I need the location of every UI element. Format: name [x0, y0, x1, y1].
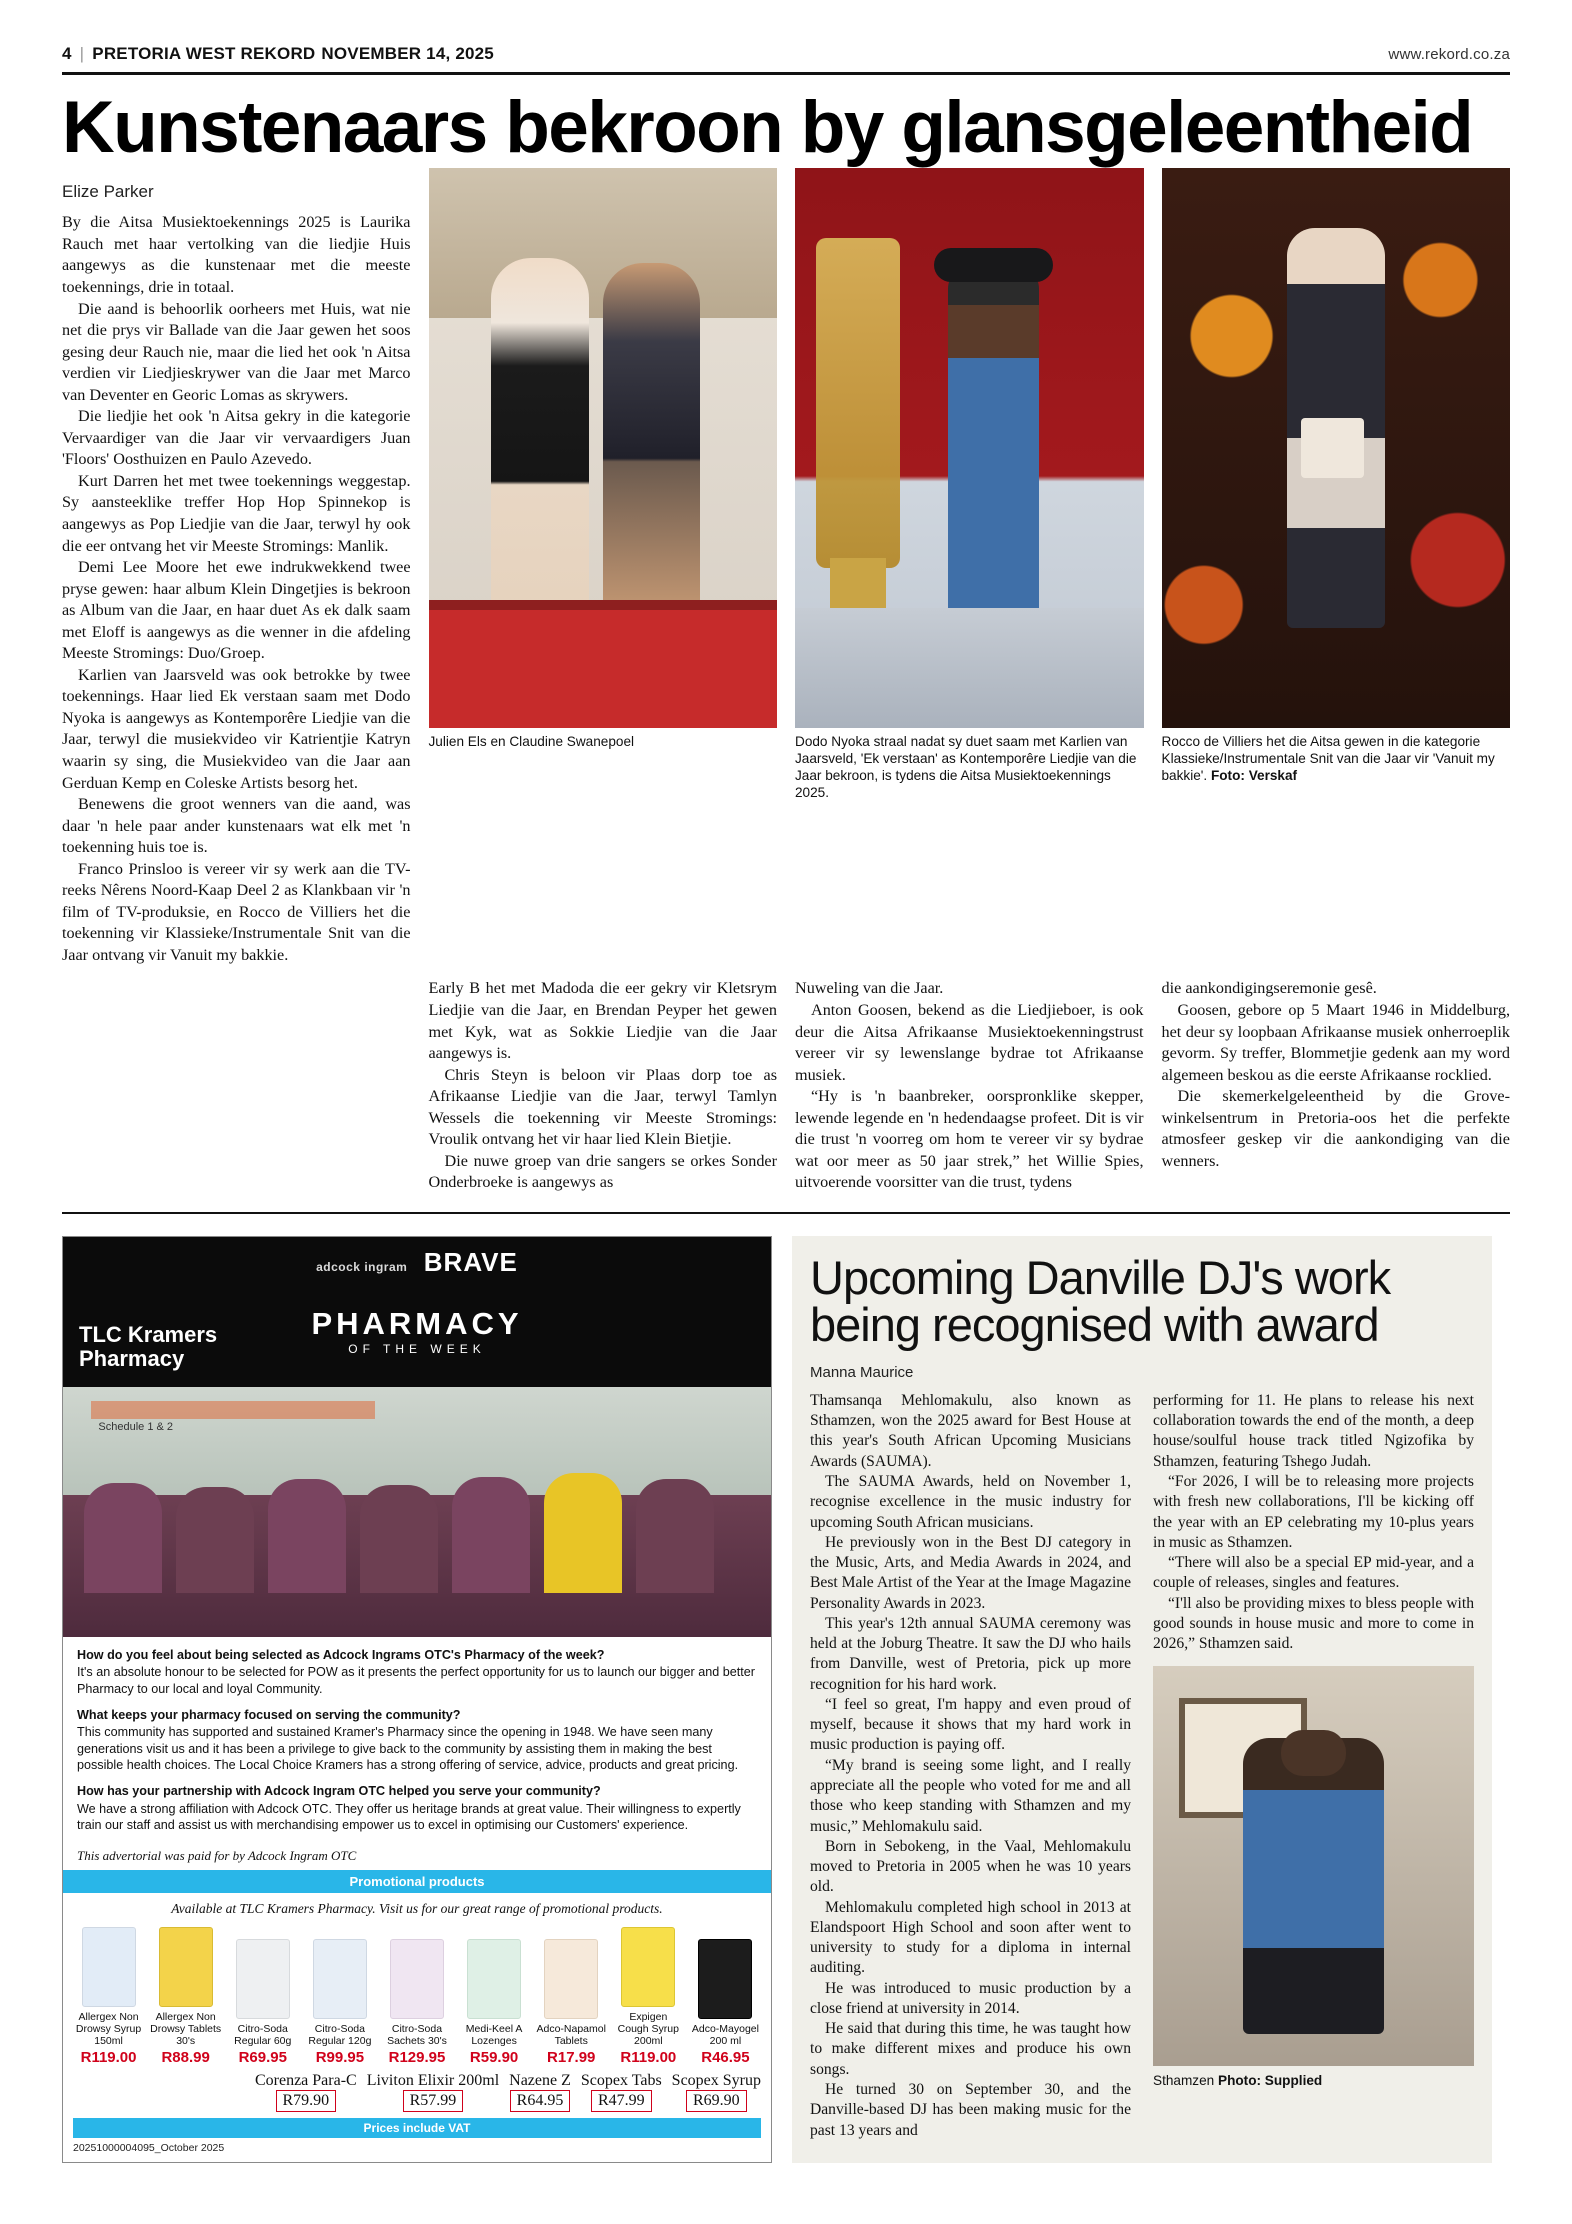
secondary-column-2	[1153, 1391, 1474, 2141]
paragraph: “There will also be a special EP mid-year, and a couple of releases, singles and features.	[1153, 1554, 1474, 1592]
product-name: Expigen Cough Syrup 200ml	[617, 2010, 679, 2047]
product-name: Allergex Non Drowsy Tablets 30's	[150, 2010, 222, 2047]
featured-product	[255, 2072, 357, 2112]
featured-product	[581, 2072, 662, 2112]
advert-answer: It's an absolute honour to be selected for POW as it presents the perfect opportunity for us to launch our bigger and better Pharmacy to our local and loyal Community.	[77, 1665, 755, 1696]
paragraph: Chris Steyn is beloon vir Plaas dorp toe as Afrikaanse Liedjie van die Jaar, terwyl Tamlyn Wessels die toekenning vir Meeste Stromings: Vroulik ontvang het vir haar lied Klein Bietjie.	[428, 1065, 777, 1149]
page-title: Kunstenaars bekroon by glansgeleentheid	[62, 87, 1473, 168]
product-price	[581, 2090, 662, 2112]
product-item	[536, 1939, 607, 2066]
paragraph: “I'll also be providing mixes to bless people with good sounds in house music and more to come in 2026,” Sthamzen said.	[1153, 1594, 1474, 1653]
product-price: R119.00	[620, 2048, 677, 2066]
paragraph: By die Aitsa Musiektoekennings 2025 is Laurika Rauch met haar vertolking van die liedjie Huis aangewys as die kunstenaar met die meeste toekennings, drie in totaal.	[62, 213, 411, 296]
photo-dodo-nyoka	[795, 168, 1144, 728]
product-price: R59.90	[469, 2048, 519, 2066]
secondary-story	[792, 1236, 1492, 2163]
paragraph: He was introduced to music production by a close friend at university in 2014.	[810, 1979, 1131, 2017]
product-name: Scopex Syrup	[671, 2071, 761, 2089]
product-grid	[63, 1923, 771, 2138]
product-name: Adco-Napamol Tablets	[536, 2022, 606, 2047]
secondary-byline: Manna Maurice	[810, 1363, 914, 1381]
product-name: Scopex Tabs	[580, 2071, 662, 2089]
masthead-rule	[62, 72, 1510, 75]
lead-story-column-1	[62, 168, 411, 966]
pharmacy-of-week-title: PHARMACY	[311, 1305, 523, 1341]
paragraph: performing for 11. He plans to release his next collaboration towards the end of the month, a deep house/soulful house track titled Ngizofika by Sthamzen, featuring Tshego Judah.	[1153, 1391, 1474, 1470]
photo-caption-sthamzen	[1153, 2072, 1474, 2090]
product-name: Adco-Mayogel 200 ml	[691, 2022, 759, 2047]
paragraph: “I feel so great, I'm happy and even proud of myself, because it shows that my hard work in music production is paying off.	[810, 1695, 1131, 1754]
product-price: R129.95	[388, 2048, 446, 2066]
photo-credit-3: Foto: Verskaf	[1210, 768, 1298, 784]
product-name: Nazene Z	[509, 2071, 571, 2089]
product-price	[255, 2090, 357, 2112]
product-name: Allergex Non Drowsy Syrup 150ml	[75, 2010, 142, 2047]
paragraph: Kurt Darren het met twee toekennings weggestap. Sy aansteeklike treffer Hop Hop Spinnekop is aangewys as Pop Liedjie van die Jaar, terwyl hy ook die eer ontvang het vir Meeste Stromings: Manlik.	[62, 471, 411, 555]
paragraph: Born in Sebokeng, in the Vaal, Mehlomakulu moved to Pretoria in 2005 when he was 10 years old.	[810, 1837, 1131, 1896]
photo-caption-2: Dodo Nyoka straal nadat sy duet saam met Karlien van Jaarsveld, 'Ek verstaan' as Kontemporêre Liedjie van die Jaar bekroon, is tydens die Aitsa Musiektoekennings 2025.	[795, 734, 1137, 801]
photo-rocco-de-villiers	[1162, 168, 1511, 728]
product-item	[150, 1927, 221, 2066]
paragraph: This year's 12th annual SAUMA ceremony was held at the Joburg Theatre. It saw the DJ who hails from Danville, west of Pretoria, pick up more recognition for his hard work.	[810, 1614, 1131, 1693]
paragraph: Die aand is behoorlik oorheers met Huis, wat nie net die prys vir Ballade van die Jaar gewen het soos gesing deur Rauch nie, maar die lied het ook 'n Aitsa verdien vir Liedjieskrywer van die Jaar met Marco van Deventer en Georic Lomas as skrywers.	[62, 299, 411, 404]
advert-availability-note: Available at TLC Kramers Pharmacy. Visit us for our great range of promotional products.	[171, 1900, 663, 1916]
advert-question: How has your partnership with Adcock Ingram OTC helped you serve your community?	[77, 1784, 601, 1799]
product-price	[367, 2090, 499, 2112]
advert-answer: We have a strong affiliation with Adcock OTC. They offer us heritage brands at great value. Their willingness to expertly train our staff and assist us with merchandising empower us to excel in optimising our Customers' experience.	[77, 1801, 741, 1833]
spacer-column	[62, 978, 411, 1193]
featured-price-row	[73, 2072, 761, 2112]
section-divider	[62, 1212, 1510, 1214]
advert-answer: This community has supported and sustained Kramer's Pharmacy since the opening in 1948. We have seen many generations visit us and it has been a privilege to give back to the community by assisting them in making the best possible health choices. The Local Choice Kramers has a strong offering of service, advice, products and great pricing.	[77, 1725, 739, 1773]
masthead	[62, 44, 1510, 64]
paragraph: “For 2026, I will be to releasing more projects with fresh new collaborations, I'll be kicking off the year with an EP celebrating my 10-plus years in music as Sthamzen.	[1153, 1473, 1474, 1551]
product-price-value: R47.99	[591, 2090, 652, 2112]
pharmacy-name-line1: TLC Kramers	[79, 1321, 218, 1347]
secondary-story-title: Upcoming Danville DJ's work being recognised with award	[810, 1250, 1391, 1351]
photo-block-3	[1162, 168, 1511, 785]
vat-bar: Prices include VAT	[73, 2118, 761, 2138]
product-item	[227, 1939, 298, 2066]
product-price: R99.95	[315, 2048, 365, 2066]
brave-logo	[311, 1247, 522, 1356]
photo-sthamzen	[1153, 1666, 1474, 2066]
paragraph: Benewens die groot wenners van die aand, was daar 'n hele paar ander kunstenaars wat elk met 'n toekenning huis toe is.	[62, 795, 411, 857]
product-price: R17.99	[547, 2048, 596, 2066]
pharmacy-of-week-subtitle: OF THE WEEK	[348, 1341, 486, 1356]
photo-julien-els-claudine-swanepoel	[429, 168, 778, 728]
paragraph: Franco Prinsloo is vereer vir sy werk aan die TV-reeks Nêrens Noord-Kaap Deel 2 as Klankbaan vir 'n film of TV-produksie, en Rocco de Villiers het die toekenning vir Klassieke/Instrumentale Snit van die Jaar ontvang vir Vanuit my bakkie.	[62, 859, 411, 964]
product-image	[159, 1927, 213, 2007]
paragraph: Thamsanqa Mehlomakulu, also known as Sthamzen, won the 2025 award for Best House at this year's South African Upcoming Musicians Awards (SAUMA).	[810, 1391, 1131, 1470]
website-url: www.rekord.co.za	[1388, 46, 1510, 63]
product-price	[672, 2090, 761, 2112]
product-price	[509, 2090, 571, 2112]
product-image	[698, 1939, 752, 2019]
shelf-schedule-label: Schedule 1 & 2	[98, 1420, 174, 1433]
product-item	[73, 1927, 144, 2066]
product-name: Citro-Soda Regular 120g	[308, 2022, 372, 2047]
product-price-value: R57.99	[403, 2090, 464, 2112]
product-image	[544, 1939, 598, 2019]
page-number: 4	[62, 44, 72, 63]
product-price-value: R79.90	[276, 2090, 337, 2112]
advert-header-banner	[63, 1237, 771, 1387]
paragraph: He said that during this time, he was taught how to make different mixes and produce his own songs.	[810, 2020, 1131, 2078]
product-row	[73, 1927, 761, 2066]
product-item	[459, 1939, 530, 2066]
product-item	[381, 1939, 452, 2066]
product-price-value: R69.90	[686, 2090, 747, 2112]
paragraph: Demi Lee Moore het ewe indrukwekkend twee pryse gewen: haar album Klein Dingetjies is bekroon as Album van die Jaar, en haar duet As ek dalk saam met Eloff is aangewys as die wenner in die afdeling Meeste Stromings: Duo/Groep.	[62, 558, 411, 663]
product-item	[304, 1939, 375, 2066]
advert-qa-section	[63, 1637, 771, 1838]
product-price: R119.00	[80, 2048, 137, 2066]
pharmacy-name	[79, 1323, 217, 1371]
product-price: R88.99	[161, 2048, 210, 2066]
paragraph: “Hy is 'n baanbreker, oorspronklike skepper, lewende legende en 'n hedendaagse profeet. Dit is vir die trust 'n voorreg om hom te vereer vir sy bydrae wat oor meer as 50 jaar strek,” het Willie Spies, uitvoerende voorsitter van die trust, tydens	[795, 1087, 1144, 1192]
brave-label: BRAVE	[423, 1246, 518, 1277]
product-image	[467, 1939, 521, 2019]
photo-caption-3-text: Rocco de Villiers het die Aitsa gewen in die kategorie Klassieke/Instrumentale Snit van die Jaar vir 'Vanuit my bakkie'.	[1161, 734, 1495, 784]
paragraph: Nuweling van die Jaar.	[795, 979, 944, 998]
featured-product	[367, 2072, 499, 2112]
photo-block-1	[429, 168, 778, 751]
photo-block-2	[795, 168, 1144, 802]
promotional-products-bar: Promotional products	[63, 1870, 771, 1893]
product-image	[236, 1939, 290, 2019]
product-item	[613, 1927, 684, 2066]
product-name: Corenza Para-C	[254, 2071, 357, 2089]
advert-reference-code: 20251000004095_October 2025	[73, 2141, 225, 2154]
secondary-column-1	[810, 1391, 1131, 2141]
photo-caption-3	[1162, 734, 1511, 785]
advert-question: What keeps your pharmacy focused on serving the community?	[77, 1708, 461, 1723]
caption-text: Sthamzen	[1153, 2073, 1215, 2089]
paragraph: die aankondigingseremonie gesê.	[1161, 979, 1377, 998]
lead-story-column-2	[429, 978, 778, 1193]
product-image	[82, 1927, 136, 2007]
product-name: Liviton Elixir 200ml	[366, 2071, 500, 2089]
paragraph: Anton Goosen, bekend as die Liedjieboer, is ook deur die Aitsa Afrikaanse Musiektoekenningstrust vereer vir sy lewenslange bydrae tot Afrikaanse musiek.	[795, 1001, 1144, 1084]
product-image	[313, 1939, 367, 2019]
lead-story-column-4	[1162, 978, 1511, 1193]
advert-paid-notice: This advertorial was paid for by Adcock Ingram OTC	[77, 1847, 357, 1863]
product-name: Citro-Soda Sachets 30's	[387, 2022, 447, 2047]
paragraph: He turned 30 on September 30, and the Danville-based DJ has been making music for the past 13 years and	[810, 2080, 1131, 2139]
caption-credit: Photo: Supplied	[1218, 2073, 1323, 2089]
featured-product	[509, 2072, 571, 2112]
paragraph: “My brand is seeing some light, and I really appreciate all the people who voted for me and all those who keep standing with Sthamzen and my music,” Mehlomakulu said.	[810, 1756, 1131, 1835]
paragraph: Early B het met Madoda die eer gekry vir Kletsrym Liedjie van die Jaar, en Brendan Peyper het gewen met Kyk, wat as Sokkie Liedjie van die Jaar aangewys is.	[428, 979, 777, 1063]
advertorial-pharmacy-of-the-week	[62, 1236, 772, 2163]
product-price: R46.95	[701, 2048, 750, 2066]
advert-question: How do you feel about being selected as Adcock Ingrams OTC's Pharmacy of the week?	[77, 1647, 605, 1662]
pharmacy-name-line2: Pharmacy	[79, 1345, 185, 1371]
product-image	[621, 1927, 675, 2007]
featured-product	[672, 2072, 761, 2112]
pharmacy-staff-photo	[63, 1387, 771, 1637]
product-name: Medi-Keel A Lozenges	[465, 2022, 523, 2047]
lead-story-bottom	[62, 978, 1510, 1193]
paragraph: He previously won in the Best DJ category in the Music, Arts, and Media Awards in 2024, and Best Male Artist of the Year at the Image Magazine Personality Awards in 2023.	[810, 1533, 1131, 1612]
product-name: Citro-Soda Regular 60g	[234, 2022, 292, 2047]
paragraph: Die liedjie het ook 'n Aitsa gekry in die kategorie Vervaardiger van die Jaar vir vervaardigers Juan 'Floors' Oosthuizen en Paulo Azevedo.	[62, 407, 411, 469]
product-price: R69.95	[238, 2048, 287, 2066]
paragraph: Karlien van Jaarsveld was ook betrokke by twee toekennings. Haar lied Ek verstaan saam met Dodo Nyoka is aangewys as Kontemporêre Liedjie van die Jaar, terwyl die musiekvideo vir Katrientjie Katryn waarin sy sing, die Musiekvideo van die Jaar aan Gerduan Kemp en Coleske Artists besorg het.	[62, 665, 411, 792]
byline: Elize Parker	[62, 182, 154, 202]
photo-caption-1: Julien Els en Claudine Swanepoel	[428, 734, 635, 750]
masthead-separator: |	[79, 44, 85, 63]
paragraph: Mehlomakulu completed high school in 2013 at Elandspoort High School and soon after went to university to study for a diploma in internal auditing.	[810, 1898, 1131, 1977]
publication-name: PRETORIA WEST REKORD	[92, 44, 316, 63]
lower-section	[62, 1236, 1510, 2163]
publication-date: NOVEMBER 14, 2025	[321, 44, 494, 63]
product-item	[690, 1939, 761, 2066]
paragraph: The SAUMA Awards, held on November 1, recognise excellence in the music industry for upcoming South African musicians.	[810, 1473, 1131, 1531]
adcock-ingram-label: adcock ingram	[316, 1259, 408, 1274]
paragraph: Die skemerkelgeleentheid by die Grove-winkelsentrum in Pretoria-oos het die perfekte atmosfeer geskep vir die aankondiging van die wenners.	[1161, 1087, 1510, 1170]
secondary-story-columns	[810, 1391, 1474, 2141]
lead-story-column-3	[795, 978, 1144, 1193]
paragraph: Die nuwe groep van drie sangers se orkes Sonder Onderbroeke is aangewys as	[428, 1151, 777, 1192]
paragraph: Goosen, gebore op 5 Maart 1946 in Middelburg, het deur sy loopbaan Afrikaanse musiek onherroeplik gevorm. Sy treffer, Blommetjie gedenk aan my word algemeen beskou as die eerste Afrikaanse rocklied.	[1161, 1001, 1510, 1084]
product-price-value: R64.95	[510, 2090, 571, 2112]
product-image	[390, 1939, 444, 2019]
lead-story-top	[62, 168, 1510, 966]
